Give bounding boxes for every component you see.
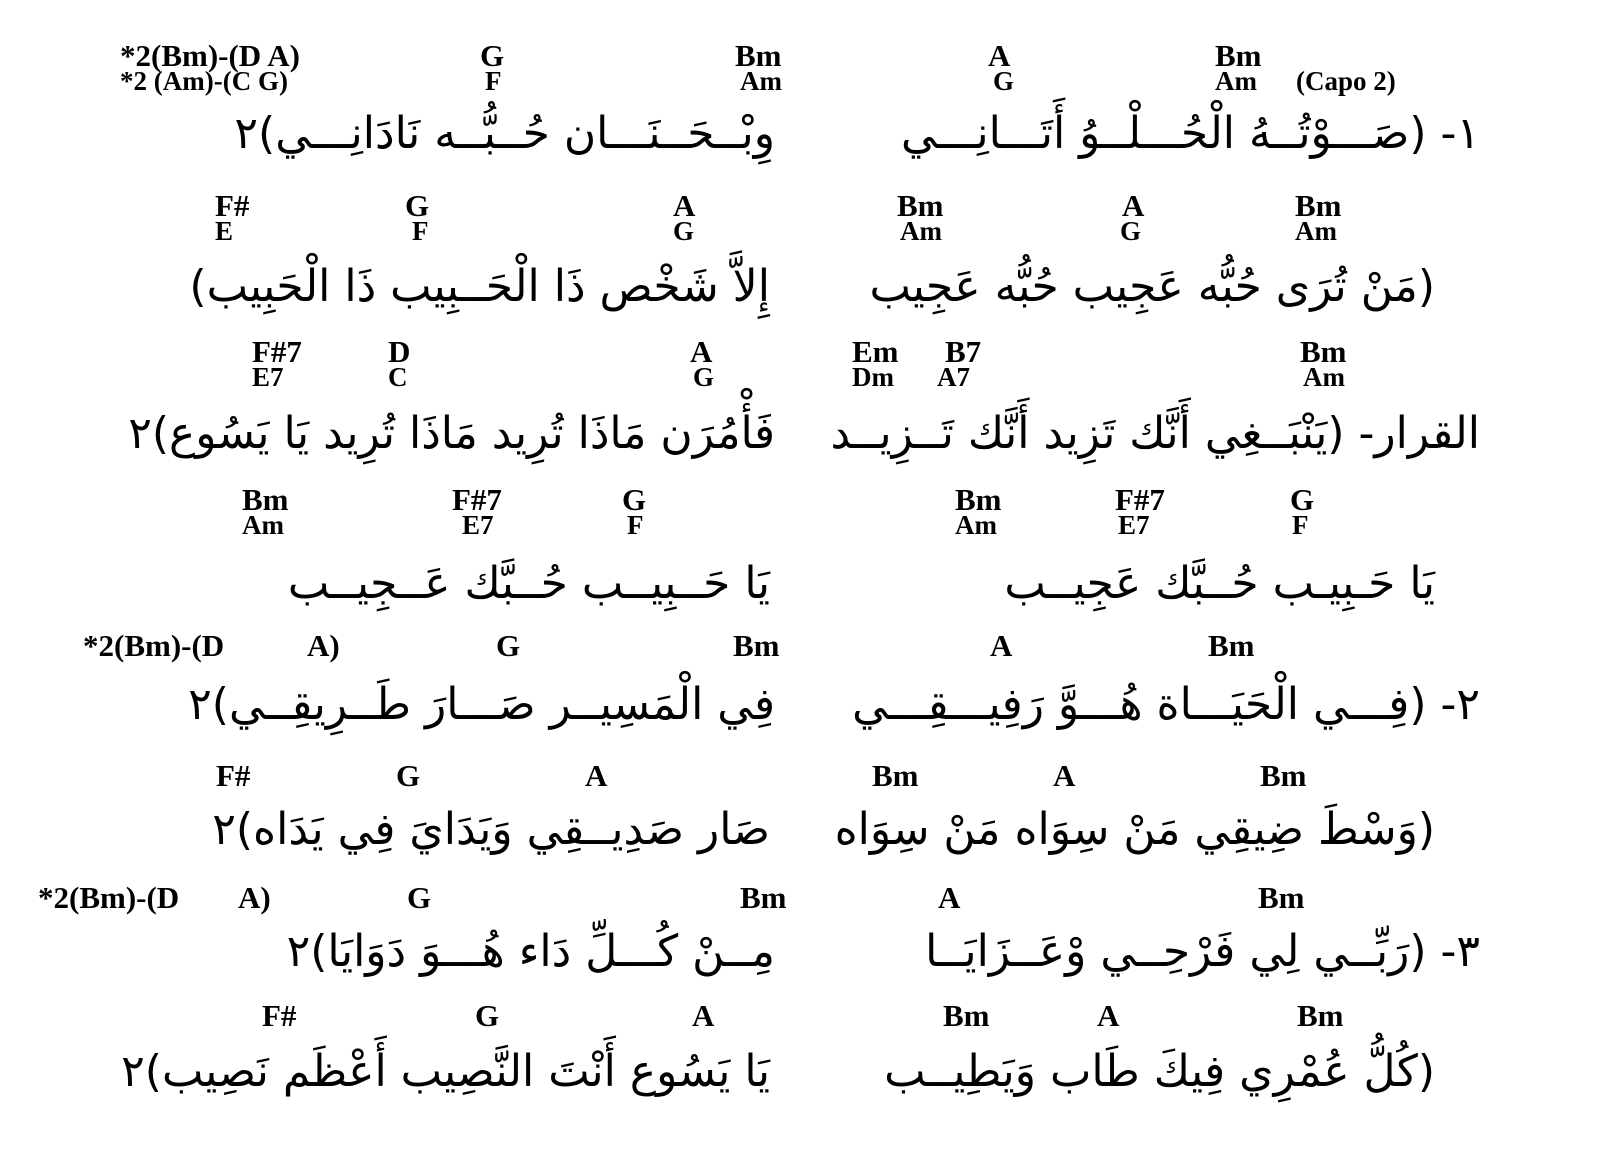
chord-label: A: [692, 998, 715, 1033]
lyric-line-right: (وَسْطَ ضِيقِي مَنْ سِوَاه مَنْ سِوَاه: [834, 804, 1435, 855]
chord-label: B7: [945, 334, 982, 369]
chord-label: Am: [242, 510, 284, 540]
chord-label: F#: [262, 998, 297, 1033]
chord-label: *2(Bm)-(D: [38, 880, 180, 915]
chord-label: F: [485, 66, 502, 96]
lyric-line-right: ٢- (فِـــي الْحَيَـــاة هُـــوَّ رَفِيـــقِـــي: [852, 679, 1480, 730]
chord-label: Am: [740, 66, 782, 96]
chord-label: F#: [215, 188, 250, 223]
chord-label: Am: [900, 216, 942, 246]
chord-label: Am: [1215, 66, 1257, 96]
chord-label: A: [690, 334, 713, 369]
chord-label: G: [480, 38, 505, 73]
chord-label: Bm: [740, 880, 787, 915]
lyric-line-right: (مَنْ تُرَى حُبُّه عَجِيب حُبُّه عَجِيب: [869, 261, 1435, 312]
chord-label: F: [627, 510, 644, 540]
chord-label: F#7: [452, 482, 502, 517]
lyric-line-left: يَا يَسُوع أَنْتَ النَّصِيب أَعْظَم نَصِيب)٢: [121, 1046, 770, 1097]
lyric-line-right: القرار- (يَنْبَــغِي أَنَّك تَزِيد أَنَّك تَــزِيــد: [830, 408, 1480, 459]
chord-label: E: [215, 216, 234, 246]
chord-label: G: [496, 628, 521, 663]
lyric-line-right: ١- (صَـــوْتُــهُ الْحُـــلْــوُ أَتَـــانِـــي: [901, 108, 1480, 159]
chord-label: G: [1120, 216, 1142, 246]
chord-label: A: [1122, 188, 1145, 223]
chord-label: *2 (Am)-(C G): [120, 66, 288, 96]
chord-label: Bm: [1215, 38, 1262, 73]
chord-label: D: [388, 334, 411, 369]
chord-label: G: [693, 362, 715, 392]
chord-label: G: [993, 66, 1015, 96]
chord-label: Bm: [1295, 188, 1342, 223]
chord-label: G: [622, 482, 647, 517]
lyric-line-left: إِلاَّ شَخْص ذَا الْحَــبِيب ذَا الْحَبِيب): [189, 261, 770, 312]
chord-label: Bm: [1297, 998, 1344, 1033]
chord-label: *2(Bm)-(D: [83, 628, 225, 663]
chord-label: G: [475, 998, 500, 1033]
chord-label: G: [396, 758, 421, 793]
chord-label: G: [1290, 482, 1315, 517]
lyric-line-left: وِبْــحَــنَـــان حُــبُّــه نَادَانِـــي)٢: [234, 108, 775, 159]
chord-label: A: [938, 880, 961, 915]
chord-label: A: [585, 758, 608, 793]
chord-label: E7: [252, 362, 284, 392]
chord-label: Bm: [943, 998, 990, 1033]
chord-label: Bm: [1258, 880, 1305, 915]
chord-label: F: [1292, 510, 1309, 540]
chord-label: Dm: [852, 362, 894, 392]
chord-label: F: [412, 216, 429, 246]
chord-label: Bm: [735, 38, 782, 73]
lyric-line-left: يَا حَــبِيــب حُــبَّك عَــجِيــب: [287, 558, 770, 609]
chord-label: A): [307, 628, 340, 663]
chord-label: A: [1097, 998, 1120, 1033]
chord-label: Am: [1295, 216, 1337, 246]
chord-label: E7: [462, 510, 494, 540]
chord-label: Bm: [897, 188, 944, 223]
chord-label: A: [988, 38, 1011, 73]
capo-note: (Capo 2): [1296, 66, 1396, 96]
chord-label: A: [673, 188, 696, 223]
chord-label: Em: [852, 334, 899, 369]
lyric-line-left: فَأْمُرَن مَاذَا تُرِيد مَاذَا تُرِيد يَا يَسُوع)٢: [128, 408, 775, 459]
lyric-line-right: (كُلُّ عُمْرِي فِيكَ طَاب وَيَطِيــب: [884, 1046, 1435, 1097]
chord-label: F#7: [1115, 482, 1165, 517]
chord-label: Bm: [1260, 758, 1307, 793]
chord-label: A: [1053, 758, 1076, 793]
chord-label: F#7: [252, 334, 302, 369]
chord-label: Bm: [955, 482, 1002, 517]
chord-label: Bm: [733, 628, 780, 663]
chord-label: Bm: [242, 482, 289, 517]
chord-label: G: [407, 880, 432, 915]
chord-label: Am: [1303, 362, 1345, 392]
chord-label: A: [990, 628, 1013, 663]
chord-label: E7: [1118, 510, 1150, 540]
lyric-line-left: فِي الْمَسِيــر صَـــارَ طَــرِيقِــي)٢: [188, 679, 775, 730]
lyric-line-right: ٣- (رَبِّــي لِي فَرْحِــي وْعَــزَايَــا: [925, 926, 1480, 977]
chord-label: C: [388, 362, 408, 392]
chord-label: *2(Bm)-(D A): [120, 38, 300, 73]
lyric-line-left: مِــنْ كُـــلِّ دَاء هُـــوَ دَوَايَا)٢: [286, 926, 775, 977]
chord-label: Bm: [1300, 334, 1347, 369]
chord-label: Am: [955, 510, 997, 540]
chord-label: G: [405, 188, 430, 223]
chord-label: A): [238, 880, 271, 915]
chord-label: Bm: [1208, 628, 1255, 663]
chord-label: Bm: [872, 758, 919, 793]
lyric-line-left: صَار صَدِيــقِي وَيَدَايَ فِي يَدَاه)٢: [212, 804, 770, 855]
chord-label: F#: [216, 758, 251, 793]
lyric-line-right: يَا حَـبِيـب حُــبَّك عَجِيــب: [1004, 558, 1435, 609]
chord-label: G: [673, 216, 695, 246]
chord-label: A7: [937, 362, 970, 392]
